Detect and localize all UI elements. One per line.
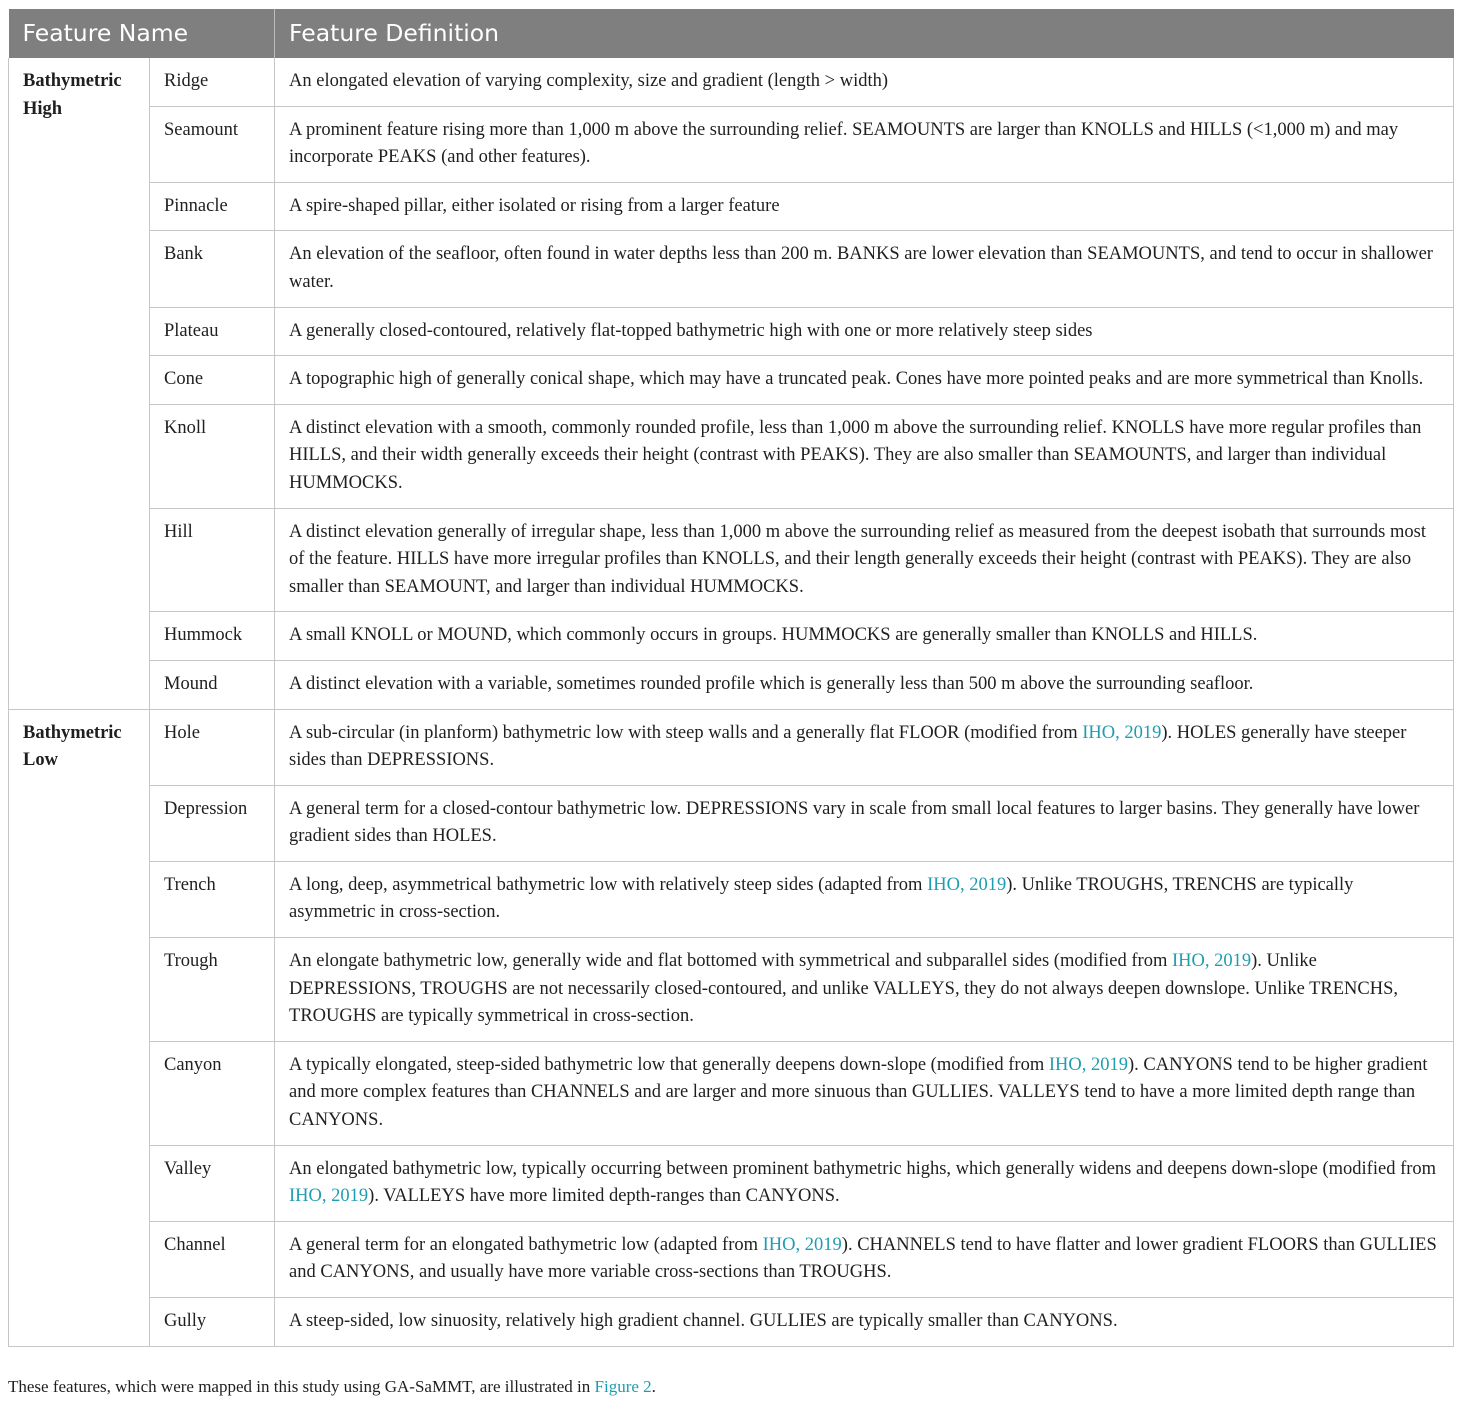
category-cell: Bathymetric Low [9,709,150,1346]
table-row [9,231,1454,307]
table-row [9,58,1454,106]
feature-definition-cell [275,709,1454,785]
feature-table-container [8,9,1453,1347]
table-footnote [8,1377,656,1397]
citation-link[interactable]: IHO, 2019 [927,874,1007,895]
table-row [9,508,1454,612]
feature-name-cell: Valley [150,1145,275,1221]
table-row [9,785,1454,861]
definition-text: ). HOLES generally have steeper sides than DEPRESSIONS. [289,722,1407,771]
definition-text: A topographic high of generally conical shape, which may have a truncated peak. Cones have more pointed peaks and are more symmetrical than Knolls. [289,369,1424,390]
table-row [9,106,1454,182]
feature-name-cell: Pinnacle [150,182,275,231]
citation-link[interactable]: IHO, 2019 [1171,951,1252,972]
definition-text: A spire-shaped pillar, either isolated or rising from a larger feature [289,195,780,216]
feature-definition-cell [275,106,1454,182]
definition-text: A general term for a closed-contour bathymetric low. DEPRESSIONS vary in scale from small local features to larger basins. They generally have lower gradient sides than HOLES. [289,798,1420,847]
feature-name-cell: Cone [150,356,275,405]
category-cell: Bathymetric High [9,58,150,709]
feature-definition-cell [275,785,1454,861]
table-row [9,404,1454,508]
feature-name-cell: Trench [150,861,275,937]
table-row [9,709,1454,785]
feature-definition-cell [275,660,1454,709]
feature-name-cell: Channel [150,1221,275,1297]
feature-name-cell: Knoll [150,404,275,508]
table-row [9,1041,1454,1145]
definition-text: An elongate bathymetric low, generally wide and flat bottomed with symmetrical and subparallel sides (modified from [289,951,1172,972]
definition-text: An elongated bathymetric low, typically occurring between prominent bathymetric highs, which generally widens and deepens down-slope (modified from [289,1158,1437,1179]
feature-definition-cell [275,1145,1454,1221]
definition-text: ). CHANNELS tend to have flatter and lower gradient FLOORS than GULLIES and CANYONS, and usually have more variable cross-sections than TROUGHS. [289,1234,1437,1283]
definition-text: A typically elongated, steep-sided bathymetric low that generally deepens down-slope (modified from [289,1054,1049,1075]
table-row [9,861,1454,937]
definition-text: A distinct elevation generally of irregular shape, less than 1,000 m above the surrounding relief as measured from the deepest isobath that surrounds most of the feature. HILLS have more irregular profiles than KNOLLS, and their length generally exceeds their height (contrast with PEAKS). They are also smaller than SEAMOUNT, and larger than individual HUMMOCKS. [289,521,1426,597]
feature-name-cell: Hummock [150,612,275,661]
feature-name-cell: Bank [150,231,275,307]
feature-definition-table [8,9,1454,1347]
feature-definition-cell [275,58,1454,106]
definition-text: A sub-circular (in planform) bathymetric low with steep walls and a generally flat FLOOR (modified from [289,722,1083,743]
feature-definition-cell [275,356,1454,405]
feature-definition-cell [275,1221,1454,1297]
table-row [9,660,1454,709]
feature-definition-cell [275,1041,1454,1145]
feature-definition-cell [275,861,1454,937]
feature-name-cell: Gully [150,1298,275,1347]
figure-link[interactable]: Figure 2 [594,1377,652,1396]
feature-definition-cell [275,508,1454,612]
feature-name-cell: Seamount [150,106,275,182]
feature-definition-cell [275,404,1454,508]
feature-name-cell: Mound [150,660,275,709]
definition-text: An elongated elevation of varying complexity, size and gradient (length > width) [289,71,889,91]
definition-text: A prominent feature rising more than 1,000 m above the surrounding relief. SEAMOUNTS are larger than KNOLLS and HILLS (<1,000 m) and may incorporate PEAKS (and other features). [289,119,1399,168]
feature-name-cell: Plateau [150,307,275,356]
definition-text: A long, deep, asymmetrical bathymetric low with relatively steep sides (adapted from [289,874,928,895]
feature-name-cell: Ridge [150,58,275,106]
definition-text: ). VALLEYS have more limited depth-ranges than CANYONS. [368,1186,840,1207]
feature-definition-cell [275,612,1454,661]
citation-link[interactable]: IHO, 2019 [762,1234,842,1255]
table-row [9,1221,1454,1297]
definition-text: ). Unlike DEPRESSIONS, TROUGHS are not necessarily closed-contoured, and unlike VALLEYS, they do not always deepen downslope. Unlike TRENCHS, TROUGHS are typically symmetrical in cross-section. [289,951,1399,1027]
definition-text: ). Unlike TROUGHS, TRENCHS are typically asymmetric in cross-section. [289,874,1354,923]
definition-text: A distinct elevation with a variable, sometimes rounded profile which is generally less than 500 m above the surrounding seafloor. [289,673,1254,694]
citation-link[interactable]: IHO, 2019 [1082,722,1162,743]
citation-link[interactable]: IHO, 2019 [289,1186,369,1207]
table-row [9,1145,1454,1221]
definition-text: ). CANYONS tend to be higher gradient and more complex features than CHANNELS and are larger and more sinuous than GULLIES. VALLEYS tend to have a more limited depth range than CANYONS. [289,1054,1428,1131]
table-row [9,182,1454,231]
feature-name-cell: Trough [150,938,275,1042]
header-feature-definition: Feature Definition [275,9,1454,58]
feature-name-cell: Canyon [150,1041,275,1145]
footnote-text: These features, which were mapped in this study using GA-SaMMT, are illustrated in [8,1377,595,1396]
feature-name-cell: Depression [150,785,275,861]
table-row [9,612,1454,661]
table-row [9,938,1454,1042]
definition-text: A distinct elevation with a smooth, commonly rounded profile, less than 1,000 m above the surrounding relief. KNOLLS have more regular profiles than HILLS, and their width generally exceeds their height (contrast with PEAKS). They are also smaller than SEAMOUNTS, and larger than individual HUMMOCKS. [289,417,1422,493]
table-body [9,58,1454,1346]
table-header-row [9,9,1454,58]
table-row [9,1298,1454,1347]
definition-text: An elevation of the seafloor, often found in water depths less than 200 m. BANKS are lower elevation than SEAMOUNTS, and tend to occur in shallower water. [289,244,1433,292]
definition-text: A steep-sided, low sinuosity, relatively high gradient channel. GULLIES are typically smaller than CANYONS. [289,1311,1118,1331]
feature-definition-cell [275,182,1454,231]
feature-name-cell: Hole [150,709,275,785]
table-row [9,307,1454,356]
citation-link[interactable]: IHO, 2019 [1048,1054,1128,1075]
feature-definition-cell [275,307,1454,356]
feature-definition-cell [275,231,1454,307]
definition-text: A small KNOLL or MOUND, which commonly occurs in groups. HUMMOCKS are generally smaller than KNOLLS and HILLS. [289,625,1258,646]
header-feature-name: Feature Name [9,9,275,58]
table-row [9,356,1454,405]
footnote-text: . [651,1377,656,1396]
feature-name-cell: Hill [150,508,275,612]
feature-definition-cell [275,1298,1454,1347]
feature-definition-cell [275,938,1454,1042]
definition-text: A generally closed-contoured, relatively flat-topped bathymetric high with one or more relatively steep sides [289,320,1093,341]
definition-text: A general term for an elongated bathymetric low (adapted from [289,1234,763,1255]
